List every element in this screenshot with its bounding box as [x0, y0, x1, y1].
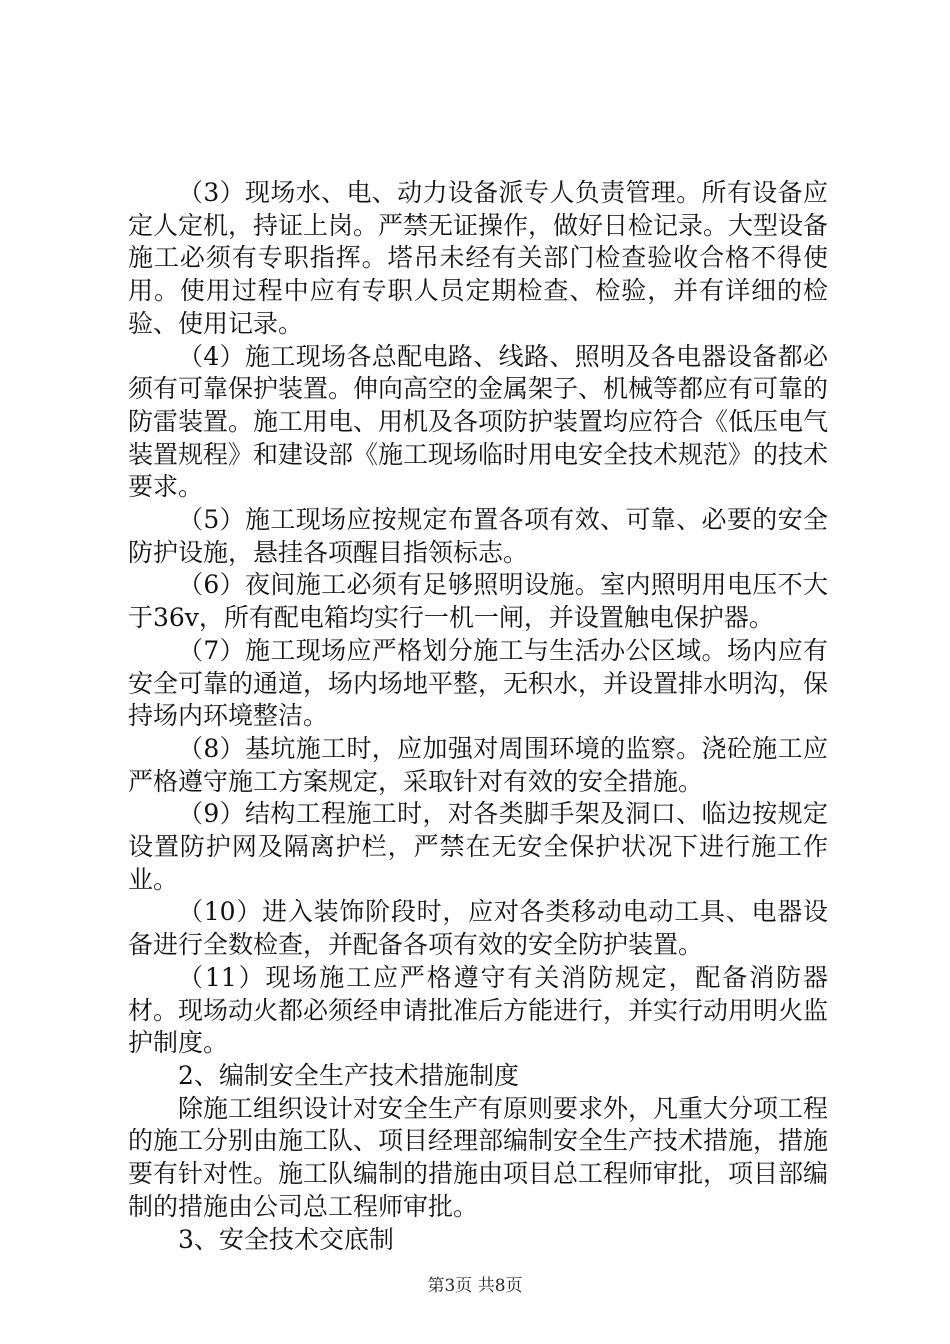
paragraph-item-11: （11）现场施工应严格遵守有关消防规定，配备消防器材。现场动火都必须经申请批准后方能进行，并实行动用明火监护制度。 — [128, 962, 829, 1058]
paragraph-item-7: （7）施工现场应严格划分施工与生活办公区域。场内应有安全可靠的通道，场内场地平整，无积水，并设置排水明沟，保持场内环境整洁。 — [128, 635, 829, 731]
paragraph-item-6: （6）夜间施工必须有足够照明设施。室内照明用电压不大于36v，所有配电箱均实行一机一闸，并设置触电保护器。 — [128, 570, 828, 633]
section-2-body: 除施工组织设计对安全生产有原则要求外，凡重大分项工程的施工分别由施工队、项目经理部编制安全生产技术措施，措施要有针对性。施工队编制的措施由项目总工程师审批，项目部编制的措施由公司总工程师审批。 — [128, 1093, 829, 1221]
paragraph-item-8: （8）基坑施工时，应加强对周围环境的监察。浇砼施工应严格遵守施工方案规定，采取针对有效的安全措施。 — [128, 733, 828, 796]
paragraph-item-5: （5）施工现场应按规定布置各项有效、可靠、必要的安全防护设施，悬挂各项醒目指领标志。 — [128, 505, 828, 567]
paragraph-item-4: （4）施工现场各总配电路、线路、照明及各电器设备都必须有可靠保护装置。伸向高空的金属架子、机械等都应有可靠的防雷装置。施工用电、用机及各项防护装置均应符合《低压电气装置规程》和建设部《施工现场临时用电安全技术规范》的技术要求。 — [128, 341, 829, 502]
paragraph-item-10: （10）进入装饰阶段时，应对各类移动电动工具、电器设备进行全数检查，并配备各项有效的安全防护装置。 — [128, 897, 828, 960]
section-heading-2: 2、编制安全生产技术措施制度 — [178, 1060, 519, 1090]
page-number-label: 第3页 共8页 — [427, 1276, 523, 1296]
paragraph-item-3: （3）现场水、电、动力设备派专人负责管理。所有设备应定人定机，持证上岗。严禁无证操作，做好日检记录。大型设备施工必须有专职指挥。塔吊未经有关部门检查验收合格不得使用。使用过程中应有专职人员定期检查、检验，并有详细的检验、使用记录。 — [128, 178, 829, 338]
paragraph-item-9: （9）结构工程施工时，对各类脚手架及洞口、临边按规定设置防护网及隔离护栏，严禁在无安全保护状况下进行施工作业。 — [128, 799, 828, 894]
document-body — [128, 177, 828, 1256]
section-heading-3: 3、安全技术交底制 — [178, 1224, 394, 1254]
page-footer — [0, 1271, 950, 1296]
